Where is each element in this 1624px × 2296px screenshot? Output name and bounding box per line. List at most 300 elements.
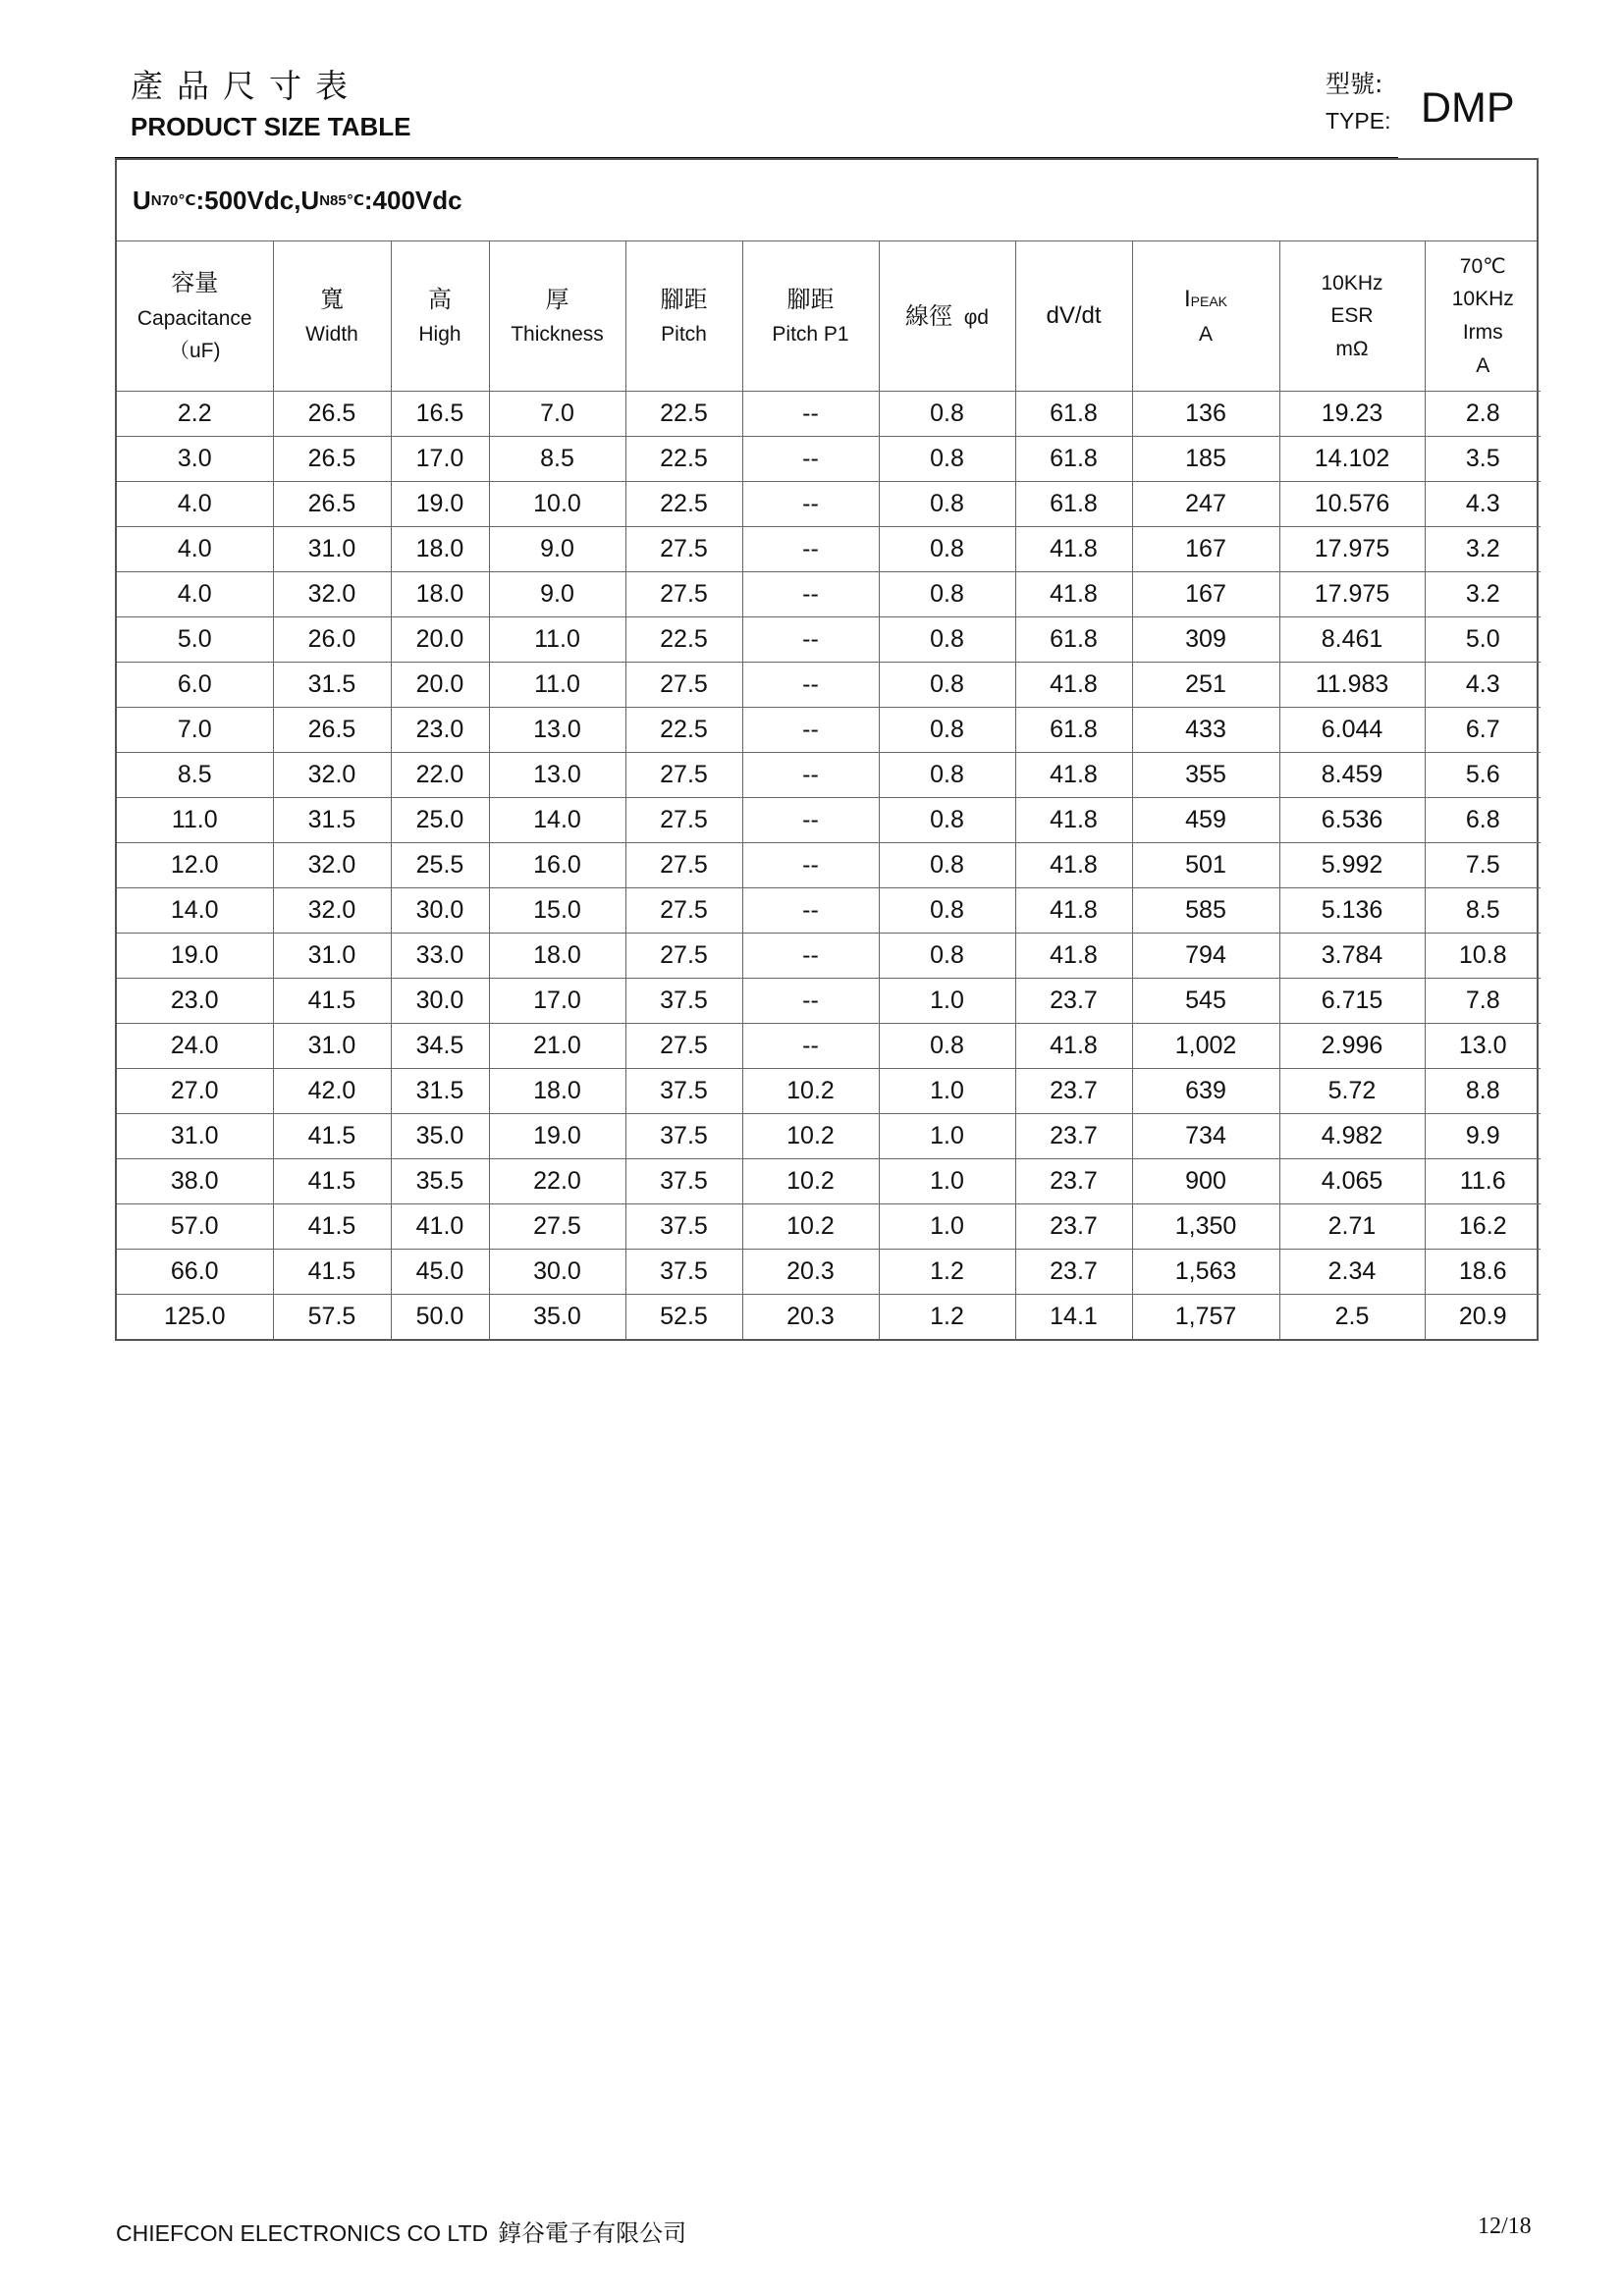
table-cell: 22.5 bbox=[625, 708, 742, 753]
table-cell: 20.3 bbox=[742, 1250, 879, 1295]
table-cell: 37.5 bbox=[625, 1069, 742, 1114]
table-cell: 45.0 bbox=[391, 1250, 489, 1295]
col-thickness bbox=[489, 241, 625, 392]
table-cell: 38.0 bbox=[117, 1159, 273, 1204]
table-cell: 22.5 bbox=[625, 617, 742, 663]
table-cell: 19.0 bbox=[117, 934, 273, 979]
table-cell: 41.8 bbox=[1015, 888, 1132, 934]
table-cell: 19.23 bbox=[1279, 392, 1425, 437]
table-cell: 4.0 bbox=[117, 572, 273, 617]
table-cell: 7.8 bbox=[1425, 979, 1541, 1024]
page-title-en: PRODUCT SIZE TABLE bbox=[131, 112, 411, 141]
voltage-u2-value: :400Vdc bbox=[363, 185, 462, 215]
table-cell: 16.0 bbox=[489, 843, 625, 888]
table-cell: 10.2 bbox=[742, 1114, 879, 1159]
table-cell: -- bbox=[742, 437, 879, 482]
table-cell: 545 bbox=[1132, 979, 1279, 1024]
table-cell: 27.5 bbox=[625, 798, 742, 843]
col-irms bbox=[1425, 241, 1541, 392]
table-cell: 20.0 bbox=[391, 663, 489, 708]
col-high-en: High bbox=[418, 323, 461, 347]
table-cell: -- bbox=[742, 708, 879, 753]
table-cell: 37.5 bbox=[625, 1204, 742, 1250]
table-cell: 61.8 bbox=[1015, 482, 1132, 527]
table-cell: -- bbox=[742, 753, 879, 798]
table-cell: 22.5 bbox=[625, 392, 742, 437]
table-cell: 1.0 bbox=[879, 979, 1015, 1024]
table-row bbox=[117, 527, 1541, 572]
table-cell: 4.0 bbox=[117, 482, 273, 527]
table-cell: 22.0 bbox=[489, 1159, 625, 1204]
table-cell: 14.102 bbox=[1279, 437, 1425, 482]
table-cell: 3.0 bbox=[117, 437, 273, 482]
table-cell: 31.5 bbox=[391, 1069, 489, 1114]
col-irms-unit: A bbox=[1476, 353, 1490, 377]
table-cell: 136 bbox=[1132, 392, 1279, 437]
table-cell: 5.136 bbox=[1279, 888, 1425, 934]
voltage-u1-letter: U bbox=[133, 185, 151, 215]
table-cell: 32.0 bbox=[273, 572, 391, 617]
table-row bbox=[117, 572, 1541, 617]
table-cell: 14.0 bbox=[117, 888, 273, 934]
col-pitch-p1 bbox=[742, 241, 879, 392]
table-cell: 27.5 bbox=[625, 1024, 742, 1069]
table-row bbox=[117, 934, 1541, 979]
table-cell: 22.5 bbox=[625, 482, 742, 527]
table-header-row bbox=[117, 241, 1541, 392]
table-cell: 459 bbox=[1132, 798, 1279, 843]
table-cell: 5.72 bbox=[1279, 1069, 1425, 1114]
table-cell: 185 bbox=[1132, 437, 1279, 482]
table-cell: 167 bbox=[1132, 572, 1279, 617]
col-width-cn: 寬 bbox=[320, 286, 344, 313]
table-cell: 11.0 bbox=[117, 798, 273, 843]
table-cell: 9.0 bbox=[489, 572, 625, 617]
col-thickness-cn: 厚 bbox=[545, 286, 569, 313]
table-cell: 66.0 bbox=[117, 1250, 273, 1295]
table-cell: 27.5 bbox=[489, 1204, 625, 1250]
table-cell: 2.2 bbox=[117, 392, 273, 437]
table-cell: 20.0 bbox=[391, 617, 489, 663]
table-cell: 9.0 bbox=[489, 527, 625, 572]
table-cell: 23.7 bbox=[1015, 1159, 1132, 1204]
table-cell: 17.975 bbox=[1279, 527, 1425, 572]
col-wire-diameter-cn: 線徑 bbox=[905, 301, 953, 330]
table-cell: 41.0 bbox=[391, 1204, 489, 1250]
table-cell: 0.8 bbox=[879, 437, 1015, 482]
table-cell: 30.0 bbox=[391, 888, 489, 934]
table-cell: 23.7 bbox=[1015, 1204, 1132, 1250]
table-cell: 0.8 bbox=[879, 572, 1015, 617]
table-cell: 1.2 bbox=[879, 1250, 1015, 1295]
table-cell: 61.8 bbox=[1015, 708, 1132, 753]
table-cell: 23.0 bbox=[117, 979, 273, 1024]
voltage-u1-value: :500Vdc, bbox=[195, 185, 301, 215]
table-cell: 9.9 bbox=[1425, 1114, 1541, 1159]
table-cell: -- bbox=[742, 979, 879, 1024]
table-cell: 11.0 bbox=[489, 617, 625, 663]
table-body bbox=[117, 392, 1541, 1340]
table-cell: 14.0 bbox=[489, 798, 625, 843]
col-irms-freq: 10KHz bbox=[1451, 288, 1514, 311]
table-cell: 6.0 bbox=[117, 663, 273, 708]
page-title-cn: 產品尺寸表 bbox=[131, 67, 361, 105]
col-esr bbox=[1279, 241, 1425, 392]
table-row bbox=[117, 392, 1541, 437]
footer-company-en: CHIEFCON ELECTRONICS CO LTD bbox=[116, 2220, 489, 2246]
table-cell: 3.5 bbox=[1425, 437, 1541, 482]
size-table bbox=[117, 241, 1541, 1339]
table-cell: 41.5 bbox=[273, 1159, 391, 1204]
table-row bbox=[117, 1250, 1541, 1295]
table-cell: 2.71 bbox=[1279, 1204, 1425, 1250]
table-cell: -- bbox=[742, 1024, 879, 1069]
table-cell: -- bbox=[742, 482, 879, 527]
table-cell: 8.5 bbox=[489, 437, 625, 482]
table-cell: 30.0 bbox=[489, 1250, 625, 1295]
table-cell: 23.7 bbox=[1015, 1069, 1132, 1114]
table-cell: 26.5 bbox=[273, 437, 391, 482]
table-cell: 20.3 bbox=[742, 1295, 879, 1340]
col-pitch-p1-cn: 腳距 bbox=[786, 286, 835, 313]
table-cell: 8.461 bbox=[1279, 617, 1425, 663]
table-cell: 18.0 bbox=[391, 572, 489, 617]
table-cell: 27.0 bbox=[117, 1069, 273, 1114]
table-cell: 6.7 bbox=[1425, 708, 1541, 753]
table-cell: 27.5 bbox=[625, 753, 742, 798]
table-cell: 8.459 bbox=[1279, 753, 1425, 798]
col-pitch bbox=[625, 241, 742, 392]
table-cell: -- bbox=[742, 843, 879, 888]
table-cell: 26.0 bbox=[273, 617, 391, 663]
table-cell: 8.5 bbox=[117, 753, 273, 798]
col-width-en: Width bbox=[305, 323, 358, 347]
table-row bbox=[117, 1024, 1541, 1069]
table-cell: 57.5 bbox=[273, 1295, 391, 1340]
table-cell: 355 bbox=[1132, 753, 1279, 798]
table-cell: 25.0 bbox=[391, 798, 489, 843]
page-number: 12/18 bbox=[1478, 2214, 1532, 2239]
type-value: DMP bbox=[1421, 84, 1515, 132]
table-cell: 13.0 bbox=[1425, 1024, 1541, 1069]
table-cell: 24.0 bbox=[117, 1024, 273, 1069]
table-cell: 7.5 bbox=[1425, 843, 1541, 888]
col-capacitance bbox=[117, 241, 273, 392]
table-row bbox=[117, 1295, 1541, 1340]
col-pitch-cn: 腳距 bbox=[660, 286, 708, 313]
table-cell: 1,350 bbox=[1132, 1204, 1279, 1250]
table-cell: 37.5 bbox=[625, 979, 742, 1024]
table-cell: 23.0 bbox=[391, 708, 489, 753]
table-cell: 2.5 bbox=[1279, 1295, 1425, 1340]
table-row bbox=[117, 708, 1541, 753]
col-esr-freq: 10KHz bbox=[1321, 271, 1383, 294]
table-cell: 32.0 bbox=[273, 888, 391, 934]
table-cell: 25.5 bbox=[391, 843, 489, 888]
table-cell: 585 bbox=[1132, 888, 1279, 934]
table-cell: 12.0 bbox=[117, 843, 273, 888]
table-cell: 23.7 bbox=[1015, 1114, 1132, 1159]
table-cell: 61.8 bbox=[1015, 437, 1132, 482]
table-cell: 0.8 bbox=[879, 482, 1015, 527]
table-cell: -- bbox=[742, 888, 879, 934]
table-cell: 23.7 bbox=[1015, 979, 1132, 1024]
table-cell: 32.0 bbox=[273, 753, 391, 798]
table-cell: 31.0 bbox=[273, 934, 391, 979]
table-row bbox=[117, 753, 1541, 798]
table-cell: 31.0 bbox=[117, 1114, 273, 1159]
table-cell: 10.2 bbox=[742, 1159, 879, 1204]
table-cell: 31.0 bbox=[273, 527, 391, 572]
table-cell: 0.8 bbox=[879, 392, 1015, 437]
table-cell: 41.5 bbox=[273, 1204, 391, 1250]
table-cell: 20.9 bbox=[1425, 1295, 1541, 1340]
table-cell: 501 bbox=[1132, 843, 1279, 888]
table-cell: 0.8 bbox=[879, 843, 1015, 888]
table-cell: 6.8 bbox=[1425, 798, 1541, 843]
col-capacitance-unit: （uF) bbox=[169, 340, 221, 363]
table-cell: 14.1 bbox=[1015, 1295, 1132, 1340]
table-cell: -- bbox=[742, 527, 879, 572]
table-cell: 11.983 bbox=[1279, 663, 1425, 708]
table-cell: 0.8 bbox=[879, 934, 1015, 979]
table-row bbox=[117, 888, 1541, 934]
table-cell: 19.0 bbox=[391, 482, 489, 527]
table-cell: 23.7 bbox=[1015, 1250, 1132, 1295]
table-cell: 8.8 bbox=[1425, 1069, 1541, 1114]
table-cell: 52.5 bbox=[625, 1295, 742, 1340]
table-cell: 125.0 bbox=[117, 1295, 273, 1340]
table-cell: 251 bbox=[1132, 663, 1279, 708]
table-cell: 0.8 bbox=[879, 888, 1015, 934]
table-cell: 10.2 bbox=[742, 1069, 879, 1114]
table-cell: 27.5 bbox=[625, 888, 742, 934]
table-cell: -- bbox=[742, 798, 879, 843]
table-cell: 4.3 bbox=[1425, 482, 1541, 527]
table-cell: 1.0 bbox=[879, 1114, 1015, 1159]
table-cell: 18.0 bbox=[489, 934, 625, 979]
table-cell: 900 bbox=[1132, 1159, 1279, 1204]
table-cell: 19.0 bbox=[489, 1114, 625, 1159]
table-cell: 57.0 bbox=[117, 1204, 273, 1250]
table-cell: 31.5 bbox=[273, 663, 391, 708]
table-cell: 1.0 bbox=[879, 1159, 1015, 1204]
table-cell: 16.5 bbox=[391, 392, 489, 437]
table-cell: 3.2 bbox=[1425, 527, 1541, 572]
table-cell: 41.8 bbox=[1015, 572, 1132, 617]
table-row bbox=[117, 1159, 1541, 1204]
table-cell: 4.065 bbox=[1279, 1159, 1425, 1204]
table-row bbox=[117, 1069, 1541, 1114]
table-cell: 41.8 bbox=[1015, 663, 1132, 708]
table-cell: 41.8 bbox=[1015, 527, 1132, 572]
table-cell: 1,002 bbox=[1132, 1024, 1279, 1069]
col-esr-label: ESR bbox=[1330, 304, 1374, 328]
table-cell: 2.8 bbox=[1425, 392, 1541, 437]
table-cell: 17.0 bbox=[489, 979, 625, 1024]
table-cell: 3.2 bbox=[1425, 572, 1541, 617]
table-cell: 27.5 bbox=[625, 663, 742, 708]
col-irms-temp: 70℃ bbox=[1459, 254, 1506, 278]
col-ipeak-sub: PEAK bbox=[1190, 294, 1228, 309]
col-ipeak-unit: A bbox=[1198, 323, 1213, 347]
table-cell: 10.8 bbox=[1425, 934, 1541, 979]
table-cell: 41.8 bbox=[1015, 753, 1132, 798]
table-cell: 10.0 bbox=[489, 482, 625, 527]
col-ipeak-letter: I bbox=[1183, 286, 1191, 312]
table-cell: 1,563 bbox=[1132, 1250, 1279, 1295]
voltage-u2-sub: N85℃ bbox=[319, 192, 364, 209]
table-cell: 2.34 bbox=[1279, 1250, 1425, 1295]
table-cell: 18.0 bbox=[489, 1069, 625, 1114]
table-cell: 41.5 bbox=[273, 979, 391, 1024]
table-cell: 6.715 bbox=[1279, 979, 1425, 1024]
table-row bbox=[117, 617, 1541, 663]
table-cell: 1.2 bbox=[879, 1295, 1015, 1340]
table-cell: 35.0 bbox=[489, 1295, 625, 1340]
table-cell: 247 bbox=[1132, 482, 1279, 527]
table-cell: 309 bbox=[1132, 617, 1279, 663]
table-cell: 41.8 bbox=[1015, 1024, 1132, 1069]
table-row bbox=[117, 843, 1541, 888]
voltage-u2-letter: U bbox=[300, 185, 320, 215]
col-pitch-en: Pitch bbox=[661, 323, 707, 347]
table-cell: 16.2 bbox=[1425, 1204, 1541, 1250]
table-cell: 41.5 bbox=[273, 1114, 391, 1159]
table-row bbox=[117, 1204, 1541, 1250]
col-wire-diameter bbox=[879, 241, 1015, 392]
table-cell: 34.5 bbox=[391, 1024, 489, 1069]
voltage-rating bbox=[117, 160, 1537, 241]
table-cell: 61.8 bbox=[1015, 392, 1132, 437]
table-cell: 35.0 bbox=[391, 1114, 489, 1159]
table-cell: 13.0 bbox=[489, 708, 625, 753]
table-cell: 5.992 bbox=[1279, 843, 1425, 888]
table-cell: 41.8 bbox=[1015, 843, 1132, 888]
table-cell: 41.8 bbox=[1015, 934, 1132, 979]
table-cell: 18.0 bbox=[391, 527, 489, 572]
col-thickness-en: Thickness bbox=[511, 323, 604, 347]
table-cell: 5.0 bbox=[117, 617, 273, 663]
table-cell: -- bbox=[742, 572, 879, 617]
table-cell: 5.6 bbox=[1425, 753, 1541, 798]
table-cell: 639 bbox=[1132, 1069, 1279, 1114]
table-cell: 0.8 bbox=[879, 708, 1015, 753]
col-high bbox=[391, 241, 489, 392]
table-cell: 26.5 bbox=[273, 708, 391, 753]
table-cell: 1.0 bbox=[879, 1069, 1015, 1114]
table-cell: -- bbox=[742, 392, 879, 437]
table-cell: 4.0 bbox=[117, 527, 273, 572]
col-dvdt-label: dV/dt bbox=[1046, 301, 1102, 329]
col-esr-unit: mΩ bbox=[1335, 337, 1369, 360]
table-cell: 17.0 bbox=[391, 437, 489, 482]
table-cell: 4.3 bbox=[1425, 663, 1541, 708]
table-cell: 5.0 bbox=[1425, 617, 1541, 663]
table-row bbox=[117, 482, 1541, 527]
table-cell: 37.5 bbox=[625, 1250, 742, 1295]
col-width bbox=[273, 241, 391, 392]
table-cell: 41.8 bbox=[1015, 798, 1132, 843]
table-cell: 31.5 bbox=[273, 798, 391, 843]
table-cell: 0.8 bbox=[879, 753, 1015, 798]
table-cell: 17.975 bbox=[1279, 572, 1425, 617]
table-cell: 21.0 bbox=[489, 1024, 625, 1069]
table-cell: 37.5 bbox=[625, 1159, 742, 1204]
type-label-en: TYPE: bbox=[1326, 108, 1391, 133]
table-cell: 734 bbox=[1132, 1114, 1279, 1159]
table-cell: 30.0 bbox=[391, 979, 489, 1024]
table-cell: 35.5 bbox=[391, 1159, 489, 1204]
table-cell: 7.0 bbox=[117, 708, 273, 753]
table-cell: -- bbox=[742, 617, 879, 663]
table-cell: 6.044 bbox=[1279, 708, 1425, 753]
table-cell: 31.0 bbox=[273, 1024, 391, 1069]
footer-company-cn: 錞谷電子有限公司 bbox=[498, 2219, 687, 2247]
col-ipeak bbox=[1132, 241, 1279, 392]
table-cell: -- bbox=[742, 663, 879, 708]
table-cell: 167 bbox=[1132, 527, 1279, 572]
table-cell: 1.0 bbox=[879, 1204, 1015, 1250]
table-cell: 0.8 bbox=[879, 798, 1015, 843]
col-irms-label: Irms bbox=[1462, 321, 1503, 344]
table-cell: 61.8 bbox=[1015, 617, 1132, 663]
table-cell: 11.6 bbox=[1425, 1159, 1541, 1204]
table-row bbox=[117, 437, 1541, 482]
table-cell: 27.5 bbox=[625, 843, 742, 888]
table-cell: 794 bbox=[1132, 934, 1279, 979]
footer-company bbox=[116, 2214, 686, 2248]
table-cell: 33.0 bbox=[391, 934, 489, 979]
table-row bbox=[117, 1114, 1541, 1159]
table-cell: 26.5 bbox=[273, 482, 391, 527]
table-cell: 0.8 bbox=[879, 527, 1015, 572]
table-row bbox=[117, 663, 1541, 708]
table-cell: 22.5 bbox=[625, 437, 742, 482]
table-cell: 1,757 bbox=[1132, 1295, 1279, 1340]
table-cell: 27.5 bbox=[625, 934, 742, 979]
product-size-table bbox=[115, 158, 1539, 1341]
table-cell: 22.0 bbox=[391, 753, 489, 798]
table-cell: 3.784 bbox=[1279, 934, 1425, 979]
table-cell: 15.0 bbox=[489, 888, 625, 934]
table-cell: 50.0 bbox=[391, 1295, 489, 1340]
col-wire-diameter-en: φd bbox=[963, 305, 989, 329]
table-cell: 18.6 bbox=[1425, 1250, 1541, 1295]
table-cell: 2.996 bbox=[1279, 1024, 1425, 1069]
table-cell: 32.0 bbox=[273, 843, 391, 888]
table-cell: 42.0 bbox=[273, 1069, 391, 1114]
table-cell: 0.8 bbox=[879, 1024, 1015, 1069]
table-row bbox=[117, 979, 1541, 1024]
col-capacitance-en: Capacitance bbox=[136, 306, 252, 330]
table-cell: 4.982 bbox=[1279, 1114, 1425, 1159]
table-cell: 10.576 bbox=[1279, 482, 1425, 527]
table-cell: 27.5 bbox=[625, 527, 742, 572]
voltage-u1-sub: N70℃ bbox=[150, 192, 196, 209]
table-cell: 37.5 bbox=[625, 1114, 742, 1159]
col-dvdt bbox=[1015, 241, 1132, 392]
table-cell: 433 bbox=[1132, 708, 1279, 753]
table-row bbox=[117, 798, 1541, 843]
table-cell: 0.8 bbox=[879, 617, 1015, 663]
table-cell: -- bbox=[742, 934, 879, 979]
table-cell: 0.8 bbox=[879, 663, 1015, 708]
table-cell: 10.2 bbox=[742, 1204, 879, 1250]
table-cell: 27.5 bbox=[625, 572, 742, 617]
table-cell: 7.0 bbox=[489, 392, 625, 437]
col-pitch-p1-en: Pitch P1 bbox=[772, 323, 849, 347]
